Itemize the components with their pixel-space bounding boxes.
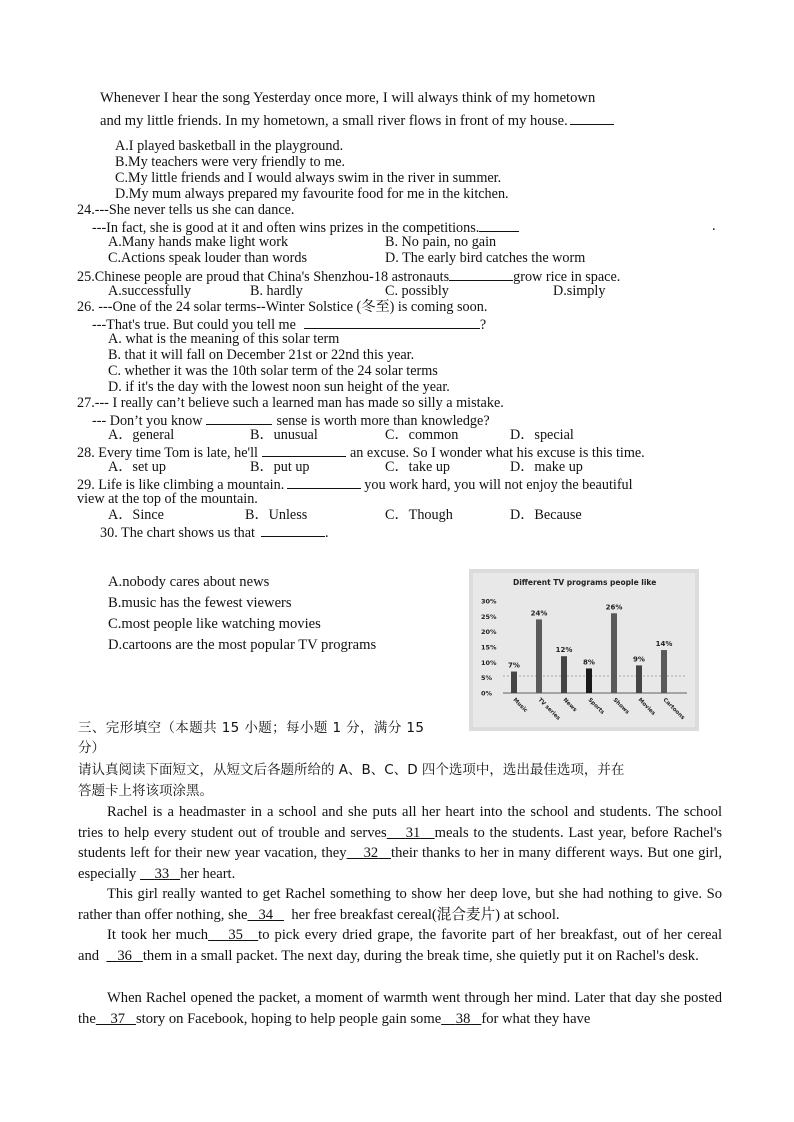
q24-option-b: B. No pain, no gain xyxy=(385,234,497,250)
x-tick-label: TV series xyxy=(536,697,562,722)
q29-option-a: A．Since xyxy=(108,507,164,523)
passage-paragraph-1: Rachel is a headmaster in a school and she puts all her heart into the school and students. The school tries to help every student out of trouble and serves 31 meals to the students. Last year, before Rachel's students left for their new year vacation, they 32 their thanks to her in many different ways. But one girl, especially 33 her heart. xyxy=(78,804,723,882)
q30-option-d: D.cartoons are the most popular TV programs xyxy=(108,637,377,653)
q27-option-c: C．common xyxy=(385,427,459,443)
section3-instructions-cont: 答题卡上将该项涂黑。 xyxy=(78,783,213,799)
q26-line2: ---That's true. But could you tell me ? xyxy=(92,317,487,333)
y-tick-label: 5% xyxy=(481,674,493,683)
q27-option-b: B．unusual xyxy=(250,427,318,443)
q26-option-d: D. if it's the day with the lowest noon sun height of the year. xyxy=(108,379,450,395)
passage-paragraph-4: When Rachel opened the packet, a moment of warmth went through her mind. Later that day she posted the 37 story on Facebook, hoping to help people gain some 38 for what they have xyxy=(78,990,722,1027)
q23-option-d: D.My mum always prepared my favourite food for me in the kitchen. xyxy=(115,186,509,202)
q26-option-b: B. that it will fall on December 21st or 22nd this year. xyxy=(108,347,415,363)
q27-line2: --- Don’t you know sense is worth more than knowledge? xyxy=(92,413,490,429)
q25-option-a: A.successfully xyxy=(108,283,192,299)
q28-stem: 28. Every time Tom is late, he'll an excuse. So I wonder what his excuse is this time. xyxy=(77,445,645,461)
bar-value-label: 24% xyxy=(530,609,548,618)
y-tick-label: 15% xyxy=(481,643,497,652)
q26-line1: 26. ---One of the 24 solar terms--Winter Solstice (冬至) is coming soon. xyxy=(77,299,488,315)
bar-value-label: 8% xyxy=(583,658,595,667)
q25-option-b: B. hardly xyxy=(250,283,303,299)
tv-programs-bar-chart xyxy=(469,569,699,731)
q24-line2: ---In fact, she is good at it and often wins prizes in the competitions. xyxy=(92,218,519,237)
bar-sports xyxy=(586,668,592,693)
answer-blank xyxy=(479,218,519,232)
q25-option-d: D.simply xyxy=(553,283,606,299)
q24-line1: 24.---She never tells us she can dance. xyxy=(77,202,295,218)
q28-option-d: D．make up xyxy=(510,459,583,475)
bar-music xyxy=(511,672,517,693)
section3-heading: 三、完形填空（本题共 15 小题；每小题 1 分，满分 15 xyxy=(78,720,425,736)
q26-option-a: A. what is the meaning of this solar term xyxy=(108,331,340,347)
q28-option-b: B．put up xyxy=(250,459,310,475)
q27-option-d: D．special xyxy=(510,427,574,443)
bar-value-label: 26% xyxy=(605,603,623,612)
q23-option-a: A.I played basketball in the playground. xyxy=(115,138,344,154)
bar-movies xyxy=(636,665,642,693)
x-tick-label: Sports xyxy=(586,697,606,716)
q30-option-c: C.most people like watching movies xyxy=(108,616,321,632)
answer-blank xyxy=(570,111,614,125)
answer-blank xyxy=(449,267,513,281)
q24-option-a: A.Many hands make light work xyxy=(108,234,289,250)
y-tick-label: 25% xyxy=(481,612,497,621)
q28-option-c: C．take up xyxy=(385,459,451,475)
q24-dot: . xyxy=(712,218,716,234)
q29-option-d: D．Because xyxy=(510,507,582,523)
x-tick-label: Movies xyxy=(636,697,657,717)
answer-blank xyxy=(262,443,346,457)
bar-value-label: 9% xyxy=(633,655,645,664)
x-tick-label: Music xyxy=(511,697,529,715)
bar-tv-series xyxy=(536,619,542,693)
bar-shows xyxy=(611,613,617,693)
bar-value-label: 7% xyxy=(508,661,520,670)
passage-paragraph-3: It took her much 35 to pick every dried grape, the favorite part of her breakfast, out of her cereal and 36 them in a small packet. The next day, during the break time, she quietly put it on Rachel's desk. xyxy=(78,927,722,964)
chart-plot-frame xyxy=(473,573,695,727)
q29-option-b: B．Unless xyxy=(245,507,308,523)
chart-title: Different TV programs people like xyxy=(513,578,657,587)
q23-option-c: C.My little friends and I would always swim in the river in summer. xyxy=(115,170,502,186)
q28-option-a: A．set up xyxy=(108,459,166,475)
passage-paragraph-2: This girl really wanted to get Rachel something to show her deep love, but she had nothing to give. So rather than offer nothing, she 34 her free breakfast cereal(混合麦片) at school. xyxy=(78,886,722,923)
q29-stem: 29. Life is like climbing a mountain. you work hard, you will not enjoy the beautiful xyxy=(77,477,633,493)
q27-line1: 27.--- I really can’t believe such a learned man has made so silly a mistake. xyxy=(77,395,504,411)
answer-blank xyxy=(287,475,361,489)
q27-option-a: A．general xyxy=(108,427,175,443)
bar-cartoons xyxy=(661,650,667,693)
q24-option-d: D. The early bird catches the worm xyxy=(385,250,586,266)
answer-blank xyxy=(304,315,480,329)
q30-option-a: A.nobody cares about news xyxy=(108,574,270,590)
x-tick-label: News xyxy=(561,697,578,714)
answer-blank xyxy=(206,411,272,425)
bar-value-label: 12% xyxy=(555,646,573,655)
q26-option-c: C. whether it was the 10th solar term of the 24 solar terms xyxy=(108,363,438,379)
section3-heading-cont: 分） xyxy=(78,740,105,756)
answer-blank xyxy=(261,523,325,537)
y-tick-label: 0% xyxy=(481,689,493,698)
q23-line2: and my little friends. In my hometown, a small river flows in front of my house. xyxy=(100,111,614,130)
y-tick-label: 30% xyxy=(481,597,497,606)
bar-news xyxy=(561,656,567,693)
q29-line2: view at the top of the mountain. xyxy=(77,491,258,507)
q25-option-c: C. possibly xyxy=(385,283,449,299)
q30-option-b: B.music has the fewest viewers xyxy=(108,595,292,611)
y-tick-label: 20% xyxy=(481,628,497,637)
q23-line1: Whenever I hear the song Yesterday once more, I will always think of my hometown xyxy=(100,90,596,106)
y-tick-label: 10% xyxy=(481,658,497,667)
q30-stem: 30. The chart shows us that . xyxy=(100,525,329,541)
bar-value-label: 14% xyxy=(655,640,673,649)
x-tick-label: Cartoons xyxy=(661,697,686,722)
q23-option-b: B.My teachers were very friendly to me. xyxy=(115,154,346,170)
section3-instructions: 请认真阅读下面短文，从短文后各题所给的 A、B、C、D 四个选项中，选出最佳选项，并在 xyxy=(78,762,625,778)
q29-option-c: C．Though xyxy=(385,507,453,523)
x-tick-label: Shows xyxy=(611,697,630,716)
q25-stem: 25.Chinese people are proud that China's Shenzhou-18 astronauts grow rice in space. xyxy=(77,269,621,285)
q24-option-c: C.Actions speak louder than words xyxy=(108,250,307,266)
